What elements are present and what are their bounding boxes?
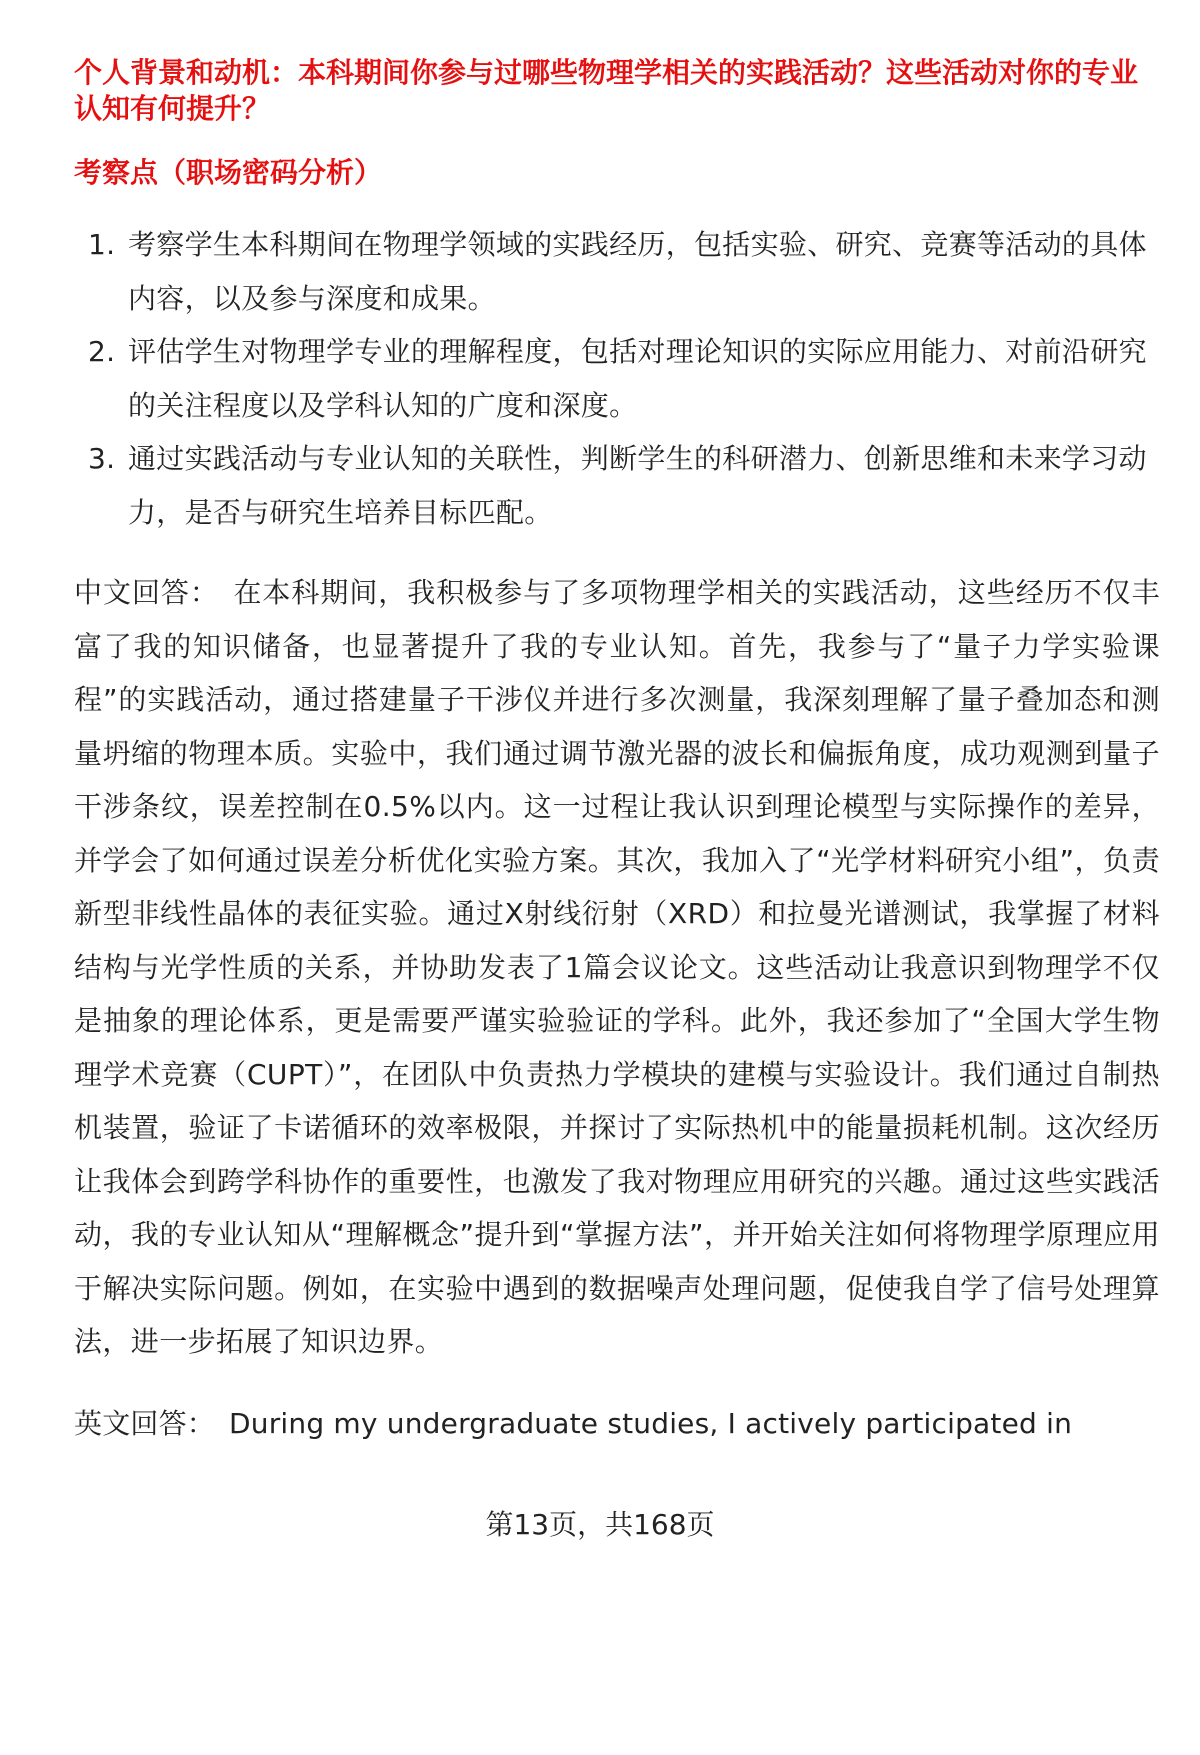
focus-point-text: 评估学生对物理学专业的理解程度，包括对理论知识的实际应用能力、对前沿研究的关注程度以及学科认知的广度和深度。: [128, 335, 1147, 422]
focus-point-number: 2.: [88, 335, 116, 368]
focus-point-item: [74, 218, 1160, 325]
question-title: 个人背景和动机：本科期间你参与过哪些物理学相关的实践活动？这些活动对你的专业认知有何提升？: [74, 56, 1139, 125]
chinese-answer-text: 在本科期间，我积极参与了多项物理学相关的实践活动，这些经历不仅丰富了我的知识储备，也显著提升了我的专业认知。首先，我参与了“量子力学实验课程”的实践活动，通过搭建量子干涉仪并进行多次测量，我深刻理解了量子叠加态和测量坍缩的物理本质。实验中，我们通过调节激光器的波长和偏振角度，成功观测到量子干涉条纹，误差控制在0.5%以内。这一过程让我认识到理论模型与实际操作的差异，并学会了如何通过误差分析优化实验方案。其次，我加入了“光学材料研究小组”，负责新型非线性晶体的表征实验。通过X射线衍射（XRD）和拉曼光谱测试，我掌握了材料结构与光学性质的关系，并协助发表了1篇会议论文。这些活动让我意识到物理学不仅是抽象的理论体系，更是需要严谨实验验证的学科。此外，我还参加了“全国大学生物理学术竞赛（CUPT）”，在团队中负责热力学模块的建模与实验设计。我们通过自制热机装置，验证了卡诺循环的效率极限，并探讨了实际热机中的能量损耗机制。这次经历让我体会到跨学科协作的重要性，也激发了我对物理应用研究的兴趣。通过这些实践活动，我的专业认知从“理解概念”提升到“掌握方法”，并开始关注如何将物理学原理应用于解决实际问题。例如，在实验中遇到的数据噪声处理问题，促使我自学了信号处理算法，进一步拓展了知识边界。: [74, 576, 1160, 1358]
focus-point-item: [74, 325, 1160, 432]
focus-point-item: [74, 432, 1160, 539]
answers-section: [74, 566, 1160, 1450]
chinese-answer: [74, 566, 1160, 1369]
english-answer-label: 英文回答：: [74, 1406, 216, 1440]
focus-point-number: 3.: [88, 442, 116, 475]
page-indicator: 第13页，共168页: [485, 1508, 715, 1541]
english-answer-text: During my undergraduate studies, I actively participated in: [229, 1406, 1073, 1440]
english-answer: [74, 1397, 1160, 1451]
focus-point-text: 考察学生本科期间在物理学领域的实践经历，包括实验、研究、竞赛等活动的具体内容，以及参与深度和成果。: [128, 228, 1147, 315]
focus-point-text: 通过实践活动与专业认知的关联性，判断学生的科研潜力、创新思维和未来学习动力，是否与研究生培养目标匹配。: [128, 442, 1147, 529]
focus-points-list: [74, 218, 1160, 539]
focus-point-number: 1.: [88, 228, 116, 261]
chinese-answer-label: 中文回答：: [74, 576, 219, 609]
focus-heading: 考察点（职场密码分析）: [74, 156, 383, 189]
